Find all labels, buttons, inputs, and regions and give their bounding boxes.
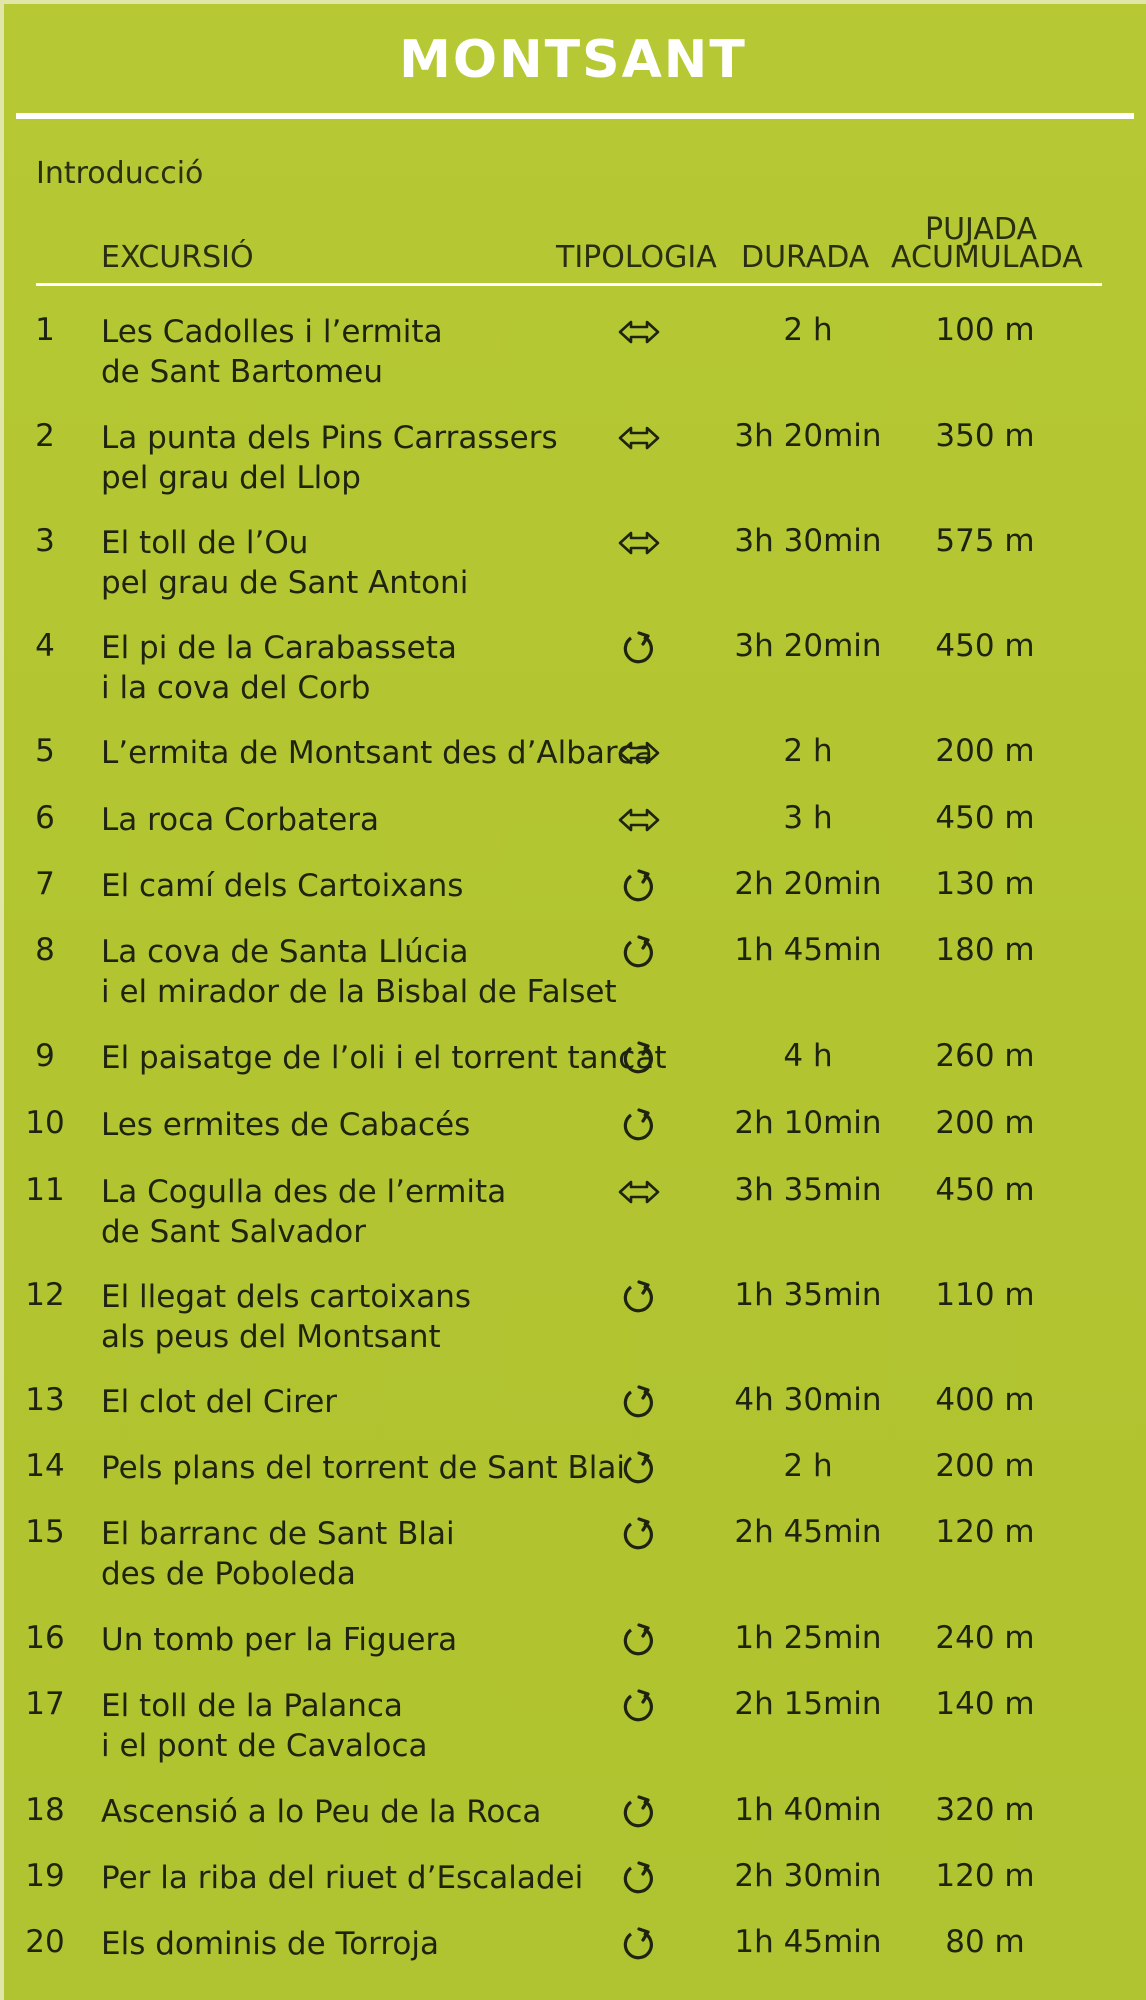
row-number: 7 [35, 866, 55, 902]
excursion-name [101, 800, 379, 840]
excursion-name [101, 418, 558, 498]
row-number: 15 [25, 1514, 65, 1550]
header-divider [36, 283, 1102, 286]
excursion-name-line: des de Poboleda [101, 1556, 356, 1592]
excursion-name [101, 1686, 428, 1766]
duration-value: 1h 35min [734, 1277, 882, 1313]
excursion-name-line: i la cova del Corb [101, 670, 371, 706]
excursion-name-line: de Sant Bartomeu [101, 354, 383, 390]
ascent-value: 130 m [935, 866, 1035, 902]
duration-value: 2 h [783, 312, 833, 348]
ascent-value: 450 m [935, 628, 1035, 664]
duration-value: 4 h [783, 1038, 833, 1074]
excursion-name [101, 1105, 470, 1145]
row-number: 20 [25, 1924, 65, 1960]
excursion-name [101, 1792, 541, 1832]
duration-value: 2h 10min [734, 1105, 882, 1141]
excursion-name [101, 733, 653, 773]
circular-arrow-icon [614, 628, 664, 668]
ascent-value: 200 m [935, 1105, 1035, 1141]
circular-arrow-icon [614, 1448, 664, 1488]
excursion-name [101, 1858, 583, 1898]
excursion-name [101, 1514, 455, 1594]
intro-link[interactable]: Introducció [36, 156, 204, 191]
double-arrow-icon [614, 733, 664, 773]
row-number: 1 [35, 312, 55, 348]
row-number: 8 [35, 932, 55, 968]
row-number: 5 [35, 733, 55, 769]
ascent-value: 200 m [935, 733, 1035, 769]
row-number: 3 [35, 523, 55, 559]
header-excursio: EXCURSIÓ [101, 240, 254, 275]
ascent-value: 120 m [935, 1858, 1035, 1894]
excursion-name-line: Un tomb per la Figuera [101, 1622, 458, 1658]
duration-value: 2h 15min [734, 1686, 882, 1722]
circular-arrow-icon [614, 866, 664, 906]
excursion-name-line: pel grau del Llop [101, 460, 361, 496]
ascent-value: 110 m [935, 1277, 1035, 1313]
row-number: 14 [25, 1448, 65, 1484]
row-number: 4 [35, 628, 55, 664]
duration-value: 1h 45min [734, 932, 882, 968]
row-number: 6 [35, 800, 55, 836]
duration-value: 3h 30min [734, 523, 882, 559]
excursion-name [101, 932, 617, 1012]
circular-arrow-icon [614, 1924, 664, 1964]
duration-value: 3h 35min [734, 1172, 882, 1208]
excursion-name [101, 1277, 471, 1357]
row-number: 2 [35, 418, 55, 454]
ascent-value: 350 m [935, 418, 1035, 454]
excursion-name [101, 1620, 457, 1660]
ascent-value: 140 m [935, 1686, 1035, 1722]
ascent-value: 100 m [935, 312, 1035, 348]
row-number: 16 [25, 1620, 65, 1656]
excursion-name-line: Les ermites de Cabacés [101, 1107, 471, 1143]
excursion-name [101, 866, 463, 906]
excursion-name [101, 1924, 439, 1964]
duration-value: 1h 40min [734, 1792, 882, 1828]
excursion-name-line: La cova de Santa Llúcia [101, 934, 469, 970]
excursion-name-line: El pi de la Carabasseta [101, 630, 457, 666]
double-arrow-icon [614, 418, 664, 458]
excursion-name-line: i el pont de Cavaloca [101, 1728, 428, 1764]
excursion-name-line: El llegat dels cartoixans [101, 1279, 472, 1315]
duration-value: 1h 25min [734, 1620, 882, 1656]
excursion-name-line: El paisatge de l’oli i el torrent tancat [101, 1040, 667, 1076]
duration-value: 4h 30min [734, 1382, 882, 1418]
ascent-value: 320 m [935, 1792, 1035, 1828]
double-arrow-icon [614, 1172, 664, 1212]
excursion-name-line: El toll de la Palanca [101, 1688, 403, 1724]
row-number: 18 [25, 1792, 65, 1828]
duration-value: 3 h [783, 800, 833, 836]
row-number: 9 [35, 1038, 55, 1074]
excursion-name [101, 1038, 666, 1078]
excursion-name-line: Per la riba del riuet d’Escaladei [101, 1860, 584, 1896]
excursion-name-line: La Cogulla des de l’ermita [101, 1174, 507, 1210]
excursion-name-line: pel grau de Sant Antoni [101, 565, 469, 601]
excursion-name [101, 1382, 337, 1422]
excursion-name-line: El clot del Cirer [101, 1384, 338, 1420]
excursion-name-line: El camí dels Cartoixans [101, 868, 464, 904]
double-arrow-icon [614, 800, 664, 840]
duration-value: 2h 45min [734, 1514, 882, 1550]
excursion-name-line: Pels plans del torrent de Sant Blai [101, 1450, 625, 1486]
excursion-name [101, 1448, 625, 1488]
excursion-name-line: Els dominis de Torroja [101, 1926, 440, 1962]
double-arrow-icon [614, 312, 664, 352]
excursion-name-line: El toll de l’Ou [101, 525, 309, 561]
excursion-name-line: L’ermita de Montsant des d’Albarca [101, 735, 654, 771]
page-title: MONTSANT [399, 30, 747, 90]
excursion-name-line: Ascensió a lo Peu de la Roca [101, 1794, 542, 1830]
title-divider [16, 113, 1134, 119]
row-number: 13 [25, 1382, 65, 1418]
ascent-value: 450 m [935, 800, 1035, 836]
circular-arrow-icon [614, 1038, 664, 1078]
excursion-name-line: i el mirador de la Bisbal de Falset [101, 974, 617, 1010]
duration-value: 1h 45min [734, 1924, 882, 1960]
duration-value: 2h 20min [734, 866, 882, 902]
ascent-value: 80 m [945, 1924, 1025, 1960]
ascent-value: 180 m [935, 932, 1035, 968]
duration-value: 2h 30min [734, 1858, 882, 1894]
header-durada: DURADA [741, 240, 870, 275]
circular-arrow-icon [614, 932, 664, 972]
row-number: 11 [25, 1172, 65, 1208]
row-number: 17 [25, 1686, 65, 1722]
ascent-value: 260 m [935, 1038, 1035, 1074]
circular-arrow-icon [614, 1105, 664, 1145]
ascent-value: 240 m [935, 1620, 1035, 1656]
row-number: 19 [25, 1858, 65, 1894]
excursion-name-line: de Sant Salvador [101, 1214, 366, 1250]
circular-arrow-icon [614, 1277, 664, 1317]
circular-arrow-icon [614, 1858, 664, 1898]
excursion-name-line: El barranc de Sant Blai [101, 1516, 455, 1552]
duration-value: 2 h [783, 1448, 833, 1484]
excursion-name [101, 1172, 506, 1252]
double-arrow-icon [614, 523, 664, 563]
excursion-name-line: La roca Corbatera [101, 802, 380, 838]
header-tipologia: TIPOLOGIA [556, 240, 717, 275]
circular-arrow-icon [614, 1514, 664, 1554]
duration-value: 3h 20min [734, 418, 882, 454]
row-number: 12 [25, 1277, 65, 1313]
excursion-name [101, 628, 457, 708]
excursion-name [101, 523, 468, 603]
circular-arrow-icon [614, 1620, 664, 1660]
header-pujada: PUJADA [925, 212, 1037, 247]
duration-value: 3h 20min [734, 628, 882, 664]
excursion-name-line: Les Cadolles i l’ermita [101, 314, 443, 350]
ascent-value: 120 m [935, 1514, 1035, 1550]
duration-value: 2 h [783, 733, 833, 769]
circular-arrow-icon [614, 1792, 664, 1832]
excursion-name [101, 312, 443, 392]
ascent-value: 400 m [935, 1382, 1035, 1418]
circular-arrow-icon [614, 1686, 664, 1726]
excursion-name-line: La punta dels Pins Carrassers [101, 420, 558, 456]
circular-arrow-icon [614, 1382, 664, 1422]
row-number: 10 [25, 1105, 65, 1141]
header-acumulada: ACUMULADA [891, 240, 1083, 275]
ascent-value: 200 m [935, 1448, 1035, 1484]
excursion-name-line: als peus del Montsant [101, 1319, 441, 1355]
ascent-value: 450 m [935, 1172, 1035, 1208]
ascent-value: 575 m [935, 523, 1035, 559]
